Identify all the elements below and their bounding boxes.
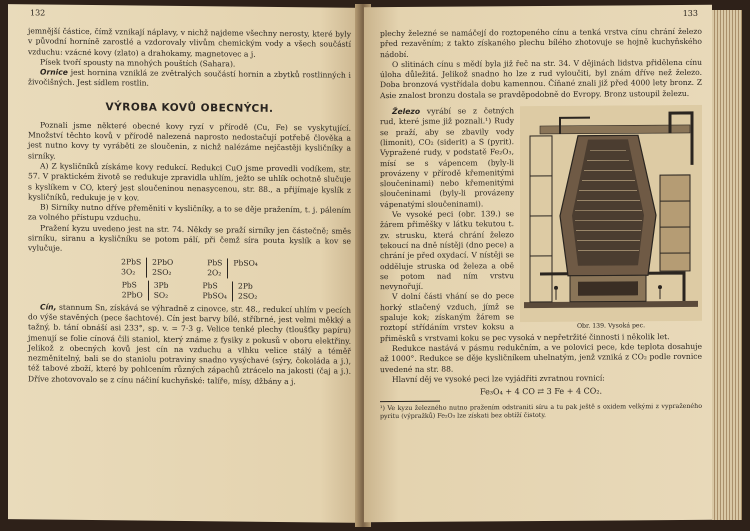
reaction-2-col-3: PbS PbSO₄: [202, 280, 227, 301]
paragraph-cin: [28, 302, 351, 388]
page-number-right: 133: [682, 8, 698, 18]
ornice-term: Ornice: [40, 67, 68, 77]
cin-term: Cín,: [40, 302, 57, 312]
page-number-left: 132: [30, 8, 46, 18]
paragraph-top-right: plechy železné se namáčejí do roztopeného cínu a tenká vrstva cínu chrání železo před rezavěním; z takto získaného plechu bílého zhotovuje se hojně kuchyňského nádobí.: [380, 26, 702, 59]
zelezo-term: Železo: [392, 106, 421, 117]
paragraph-pec: Ve vysoké peci (obr. 139.) se žárem přiměšky v látku tekutou t. zv. strusku, která chrání železo tekoucí na dně nístěji (dno pece) a chrání je před oxydací. V nístěji se odděluje struska od železa a obě se potom nad ním vrstvu nevynořují.: [380, 209, 514, 292]
reaction-2-col-4: 2Pb 2SO₂: [232, 281, 262, 301]
iron-equation: Fe₃O₄ + 4 CO ⇄ 3 Fe + 4 CO₂.: [479, 386, 603, 397]
reaction-1: [28, 256, 351, 279]
paragraph-prazeni: Pražení kyzu uvedeno jest na str. 74. Někdy se praží sirníky jen částečně; směs sirníku, siranu a kysličníku se potom pálí, při čemž síra pouta kyslík a kov se vylučuje.: [28, 223, 351, 254]
reaction-2-col-1: PbS 2PbO: [121, 279, 143, 300]
section-title: VÝROBA KOVŮ OBECNÝCH.: [105, 100, 274, 115]
footnote-rule: [380, 401, 440, 402]
paragraph-top-left: jemnější částice, čímž vznikají náplavy, v nichž najdeme všechny nerosty, které byly v původní horníně zarostlé a vzdorovaly vlivům chemickým vody a všech součástí vzduchu: vzácné kovy (zlato) a drahokamy, magnetovec a j.: [28, 26, 351, 59]
paragraph-sand: Písek tvoří spousty na mnohých pouštích (Sahara).: [40, 57, 236, 69]
figure-caption: Obr. 139. Vysoká pec.: [576, 322, 646, 330]
paragraph-dolni: V dolní části vhání se do pece horký stlačený vzduch, jímž se spaluje kok; získaným žárem se roztopí střídáním vrstev koksu a přiměsků s vrstvami koku se pec vysoká v nepřetržité činnosti i několik let.: [380, 291, 670, 343]
paragraph-rovnice: Hlavní děj ve vysoké peci lze vyjádřiti zvratnou rovnicí:: [392, 373, 605, 384]
blast-furnace-illustration: [520, 105, 702, 322]
paragraph-ornice: [28, 68, 351, 92]
zelezo-text: vyrábí se z četných rud, které jsme již poznali.¹) Rudy se praží, aby se zbavily vody (limonit), CO₂ (siderit) a S (pyrit). Vypražené rudy, v podstatě Fe₂O₃, mísí se s vápencem (byly-li provázeny v přírodě křemenitými sloučeninami) nebo křemenitými sloučeninami (byly-li provázeny vápenatými sloučeninami).: [380, 106, 514, 209]
reaction-1-col-4: PbSO₄: [227, 258, 262, 278]
blast-furnace-figure: [520, 105, 702, 330]
right-page-body: [380, 27, 702, 421]
right-page: [364, 5, 712, 522]
ornice-text: jest hornina vzniklá ze zvětralých součástí hornin a zbytků rostlinných i živočišných. Jest sídlem rostlin.: [28, 67, 351, 89]
paragraph-intro: Poznali jsme některé obecné kovy ryzí v přírodě (Cu, Fe) se vyskytující. Množství těchto kovů v přírodě nalezená naprosto nedostačují potřebě člověka a jest nutno kovy ty vyráběti ze sloučenin, z nichž nalézáme nejčastěji kysličníky a sirníky.: [28, 120, 351, 161]
reaction-1-col-3: PbS 2O₂: [207, 257, 223, 278]
left-page-body: [28, 26, 351, 387]
footnote: ¹) Ve kyzu železného nutno pražením odstraniti síru a tu pak ještě s oxidem velkými z vypraženého pyritu (výpražků) Fe₂O₃ lze získati bez obtíží čistoty.: [380, 402, 702, 421]
reaction-2: [28, 279, 351, 302]
paragraph-redukce: Redukce nastává v pásmu redukčním, a ve polovici pece, kde teplota dosahuje až 1000°. Redukce se děje kysličníkem uhelnatým, jenž vzniká z CO₂ podle rovnice uvedené na str. 88.: [380, 341, 702, 374]
reaction-2-col-2: 3Pb SO₂: [148, 280, 174, 300]
left-page: [8, 4, 363, 523]
paragraph-bronz: O slitinách cínu s mědí byla již řeč na str. 34. V dějinách lidstva přidělena cínu úloha důležitá. Jelikož snadno ho lze z rud vyloučiti, byl znám dříve než železo. Doba bronzová vystřídala dobu kamennou. Číňané znali již před 4000 lety bronz. Z Asie znalost bronzu dostala se pravděpodobně do Evropy. Bronz ustoupil železu.: [380, 57, 702, 100]
paragraph-a: A) Z kysličníků získáme kovy redukcí. Redukci CuO jsme provedli vodíkem, str. 57. V praktickém životě se redukuje zpravidla uhlím, ježto se uhlík ochotně slučuje s kyslíkem v CO, který jest sloučeninou nenasycenou, str. 88., a přijímaje kyslík z kysličníků, redukuje je v kov.: [28, 161, 351, 203]
reaction-1-col-2: 2PbO 2SO₂: [146, 257, 178, 277]
cin-text: stannum Sn, získává se výhradně z cinovce, str. 48., redukcí uhlím v pecích do výše stavěných (pece šachtové). Cín jest barvy bílé, stříbrné, jest velmi měkký a tažný, b. tání obnáší asi 233°, sp. v. = 7·3 g. Velice tenké plechy (tloušťky papíru) jmenují se folie cínová čili staniol, který známe z fysiky z pokusů v oboru elektřiny. Jelikož z obecných kovů jest cín na vzduchu a vlhku velice stálý a téměř nezměnitelný, bali se do staniolu potraviny snadno vysýchavé (sýry, čokoláda a j.), též tabové zboží, které by pohlcením různých zápachů ztrácelo na jakosti (čaj a j.). Dříve zhotovovalo se z cínu náčiní kuchyňské: talíře, mísy, džbány a j.: [28, 302, 351, 386]
paragraph-b: B) Sirníky nutno dříve přeměniti v kysličníky, a to se děje pražením, t. j. pálením za volného přístupu vzduchu.: [28, 202, 351, 223]
page-edges: [712, 10, 742, 520]
reaction-1-col-1: 2PbS 3O₂: [121, 256, 142, 277]
